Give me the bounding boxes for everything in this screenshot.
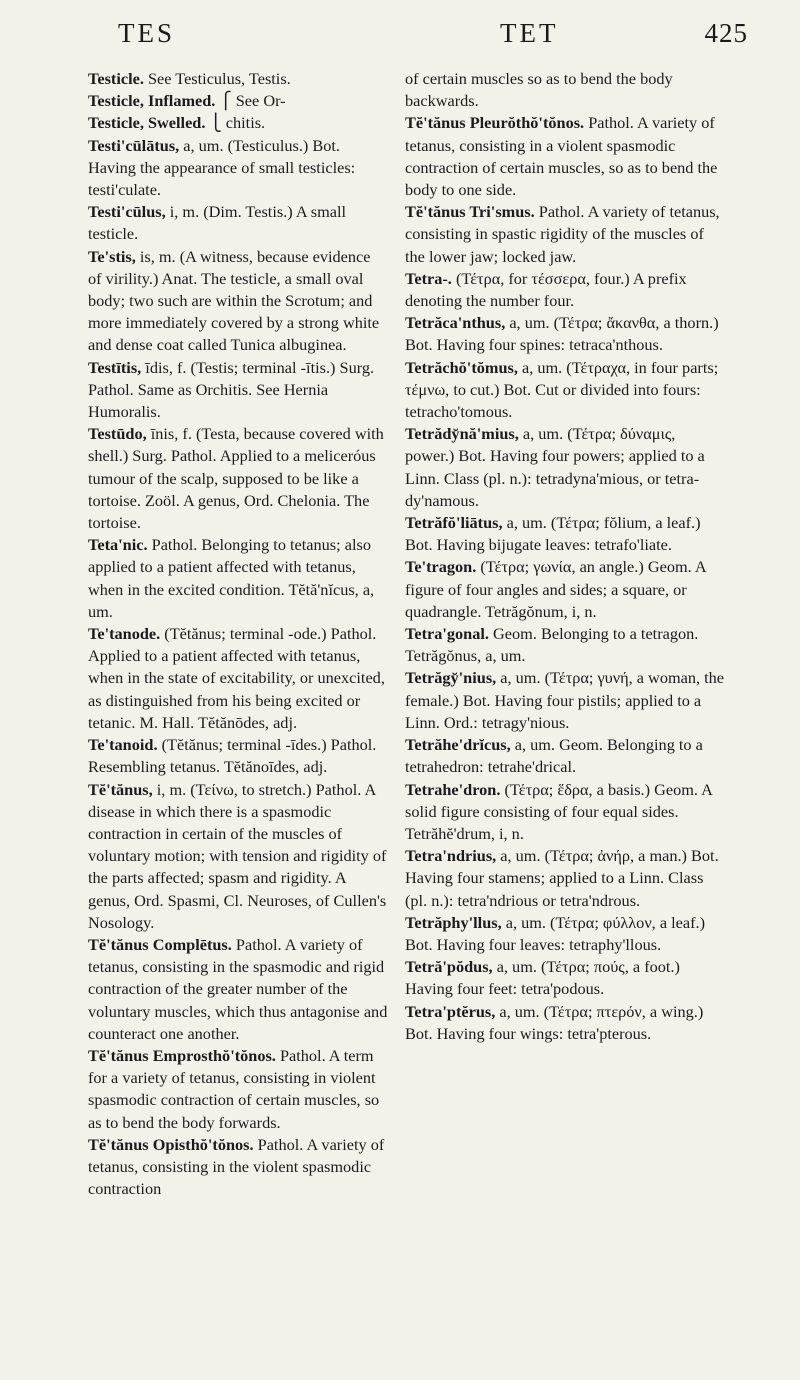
entry-definition: ⎩ chitis. <box>205 113 266 133</box>
entry-definition: See Testiculus, Testis. <box>143 69 291 88</box>
entry-headword: Te'tanode. <box>88 624 161 644</box>
entry-headword: Testicle. <box>88 69 144 88</box>
entry-definition: (Tĕtănus; terminal -īdes.) Pathol. Resembling tetanus. Tĕtănoīdes, adj. <box>88 735 377 777</box>
entry-headword: Testicle, Swelled. <box>88 113 206 133</box>
entry-definition: a, um. (Τέτρα; fŏlium, a leaf.) Bot. Having bijugate leaves: tetrafo'liate. <box>405 513 701 555</box>
entry-headword: Tetrăchŏ'tŏmus, <box>405 357 518 377</box>
dictionary-entry <box>405 1001 725 1045</box>
entry-definition: Pathol. A variety of tetanus, consisting in a violent spasmodic contraction of certain muscles, so as to bend the body to one side. <box>405 113 718 200</box>
entry-definition: Pathol. A variety of tetanus, consisting in the violent spasmodic contraction <box>88 1134 385 1199</box>
dictionary-entry <box>88 623 388 734</box>
dictionary-entry <box>88 734 388 778</box>
entry-headword: Testicle, Inflamed. <box>88 91 216 111</box>
entry-headword: Tetrăfŏ'liātus, <box>405 513 503 533</box>
right-column <box>405 68 725 1045</box>
dictionary-entry <box>405 357 725 424</box>
entry-definition: (Τέτρα; γωνία, an angle.) Geom. A figure of four angles and sides; a square, or quadrangle. Tetrăgŏnum, i, n. <box>405 557 706 621</box>
entry-definition: Pathol. A term for a variety of tetanus, consisting in violent spasmodic contraction of certain muscles, so as to bend the body forwards. <box>88 1045 380 1132</box>
entry-headword: Tetrăgy̆'nius, <box>405 668 497 688</box>
entry-definition: īdis, f. (Testis; terminal -ītis.) Surg. Pathol. Same as Orchitis. See Hernia Humoralis. <box>88 357 375 422</box>
entry-headword: Tetrahe'dron. <box>405 779 501 799</box>
entry-headword: Testītis, <box>88 357 142 377</box>
entry-definition: (Τέτρα; ἕδρα, a basis.) Geom. A solid figure consisting of four equal sides. Tetrăhĕ'drum, i, n. <box>405 779 712 843</box>
entry-headword: Tetra'ptĕrus, <box>405 1001 496 1021</box>
entry-definition: a, um. (Testiculus.) Bot. Having the appearance of small testicles: testi'culate. <box>88 135 356 200</box>
dictionary-entry <box>405 512 725 556</box>
entry-definition: a, um. Geom. Belonging to a tetrahedron: tetrahe'drical. <box>405 735 703 777</box>
dictionary-entry <box>405 68 725 112</box>
dictionary-entry <box>88 112 388 134</box>
page-number: 425 <box>704 18 748 48</box>
dictionary-entry <box>88 201 388 245</box>
dictionary-entry <box>88 246 388 357</box>
entry-headword: Tĕ'tănus Complētus. <box>88 934 232 954</box>
entry-definition: Pathol. Belonging to tetanus; also applied to a patient affected with tetanus, when in the excited condition. Tĕtă'nĭcus, a, um. <box>88 535 375 621</box>
dictionary-entry <box>88 934 388 1045</box>
entry-definition: a, um. (Τέτρα; γυνή, a woman, the female.) Bot. Having four pistils; applied to a Linn. Ord.: tetragy'nious. <box>405 668 725 732</box>
entry-definition: i, m. (Dim. Testis.) A small testicle. <box>88 202 347 244</box>
entry-definition: a, um. (Τέτραχα, in four parts; τέμνω, to cut.) Bot. Cut or divided into fours: tetracho'tomous. <box>405 357 719 422</box>
entry-definition: Pathol. A variety of tetanus, consisting in the spasmodic and rigid contraction of the greater number of the voluntary muscles, which thus antagonise and counteract one another. <box>88 934 388 1043</box>
entry-definition: Pathol. A variety of tetanus, consisting in spastic rigidity of the muscles of the lower jaw; locked jaw. <box>405 202 720 266</box>
dictionary-entry <box>405 423 725 512</box>
dictionary-entry <box>405 845 725 912</box>
entry-headword: Tetra-. <box>405 268 452 288</box>
entry-definition: īnis, f. (Testa, because covered with shell.) Surg. Pathol. Applied to a meliceróus tumour of the scalp, supposed to be like a tortoise. Zoöl. A genus, Ord. Chelonia. The tortoise. <box>88 424 384 533</box>
entry-headword: Te'tanoid. <box>88 735 158 755</box>
entry-headword: Testi'cūlātus, <box>88 135 180 155</box>
entry-definition: a, um. (Τέτρα; πούς, a foot.) Having four feet: tetra'podous. <box>405 957 680 999</box>
entry-headword: Tetra'gonal. <box>405 624 489 644</box>
dictionary-entry <box>88 779 388 934</box>
dictionary-entry <box>405 312 725 356</box>
dictionary-entry <box>88 90 388 112</box>
dictionary-entry <box>88 1045 388 1134</box>
entry-definition: of certain muscles so as to bend the body backwards. <box>405 69 673 111</box>
entry-headword: Tetrăhe'drĭcus, <box>405 735 511 755</box>
entry-definition: a, um. (Τέτρα; φύλλον, a leaf.) Bot. Having four leaves: tetraphy'llous. <box>405 912 706 954</box>
entry-headword: Testūdo, <box>88 424 147 444</box>
dictionary-entry <box>405 623 725 667</box>
dictionary-entry <box>405 556 725 623</box>
dictionary-entry <box>88 534 388 623</box>
entry-headword: Tetrădy̆nă'mius, <box>405 424 519 444</box>
dictionary-entry <box>405 201 725 268</box>
dictionary-entry <box>405 268 725 312</box>
entry-headword: Teta'nic. <box>88 535 148 555</box>
header-left-guide: TES <box>118 18 176 48</box>
dictionary-entry <box>88 423 388 534</box>
running-header <box>60 18 748 58</box>
dictionary-entry <box>405 956 725 1000</box>
entry-definition: a, um. (Τέτρα; ἀνήρ, a man.) Bot. Having four stamens; applied to a Linn. Class (pl. n.): tetra'ndrious or tetra'ndrous. <box>405 846 719 910</box>
entry-headword: Tetra'ndrius, <box>405 846 497 866</box>
entry-headword: Tetrăca'nthus, <box>405 313 506 333</box>
entry-headword: Tetră'pŏdus, <box>405 957 493 977</box>
entry-definition: a, um. (Τέτρα; ἄκανθα, a thorn.) Bot. Having four spines: tetraca'nthous. <box>405 313 719 355</box>
entry-headword: Tĕ'tănus Opisthŏ'tŏnos. <box>88 1134 254 1154</box>
dictionary-entry <box>405 734 725 778</box>
entry-definition: is, m. (A witness, because evidence of virility.) Anat. The testicle, a small oval body; two such are within the Scrotum; and more immediately covered by a strong white and dense coat called Tunica albuginea. <box>88 246 380 355</box>
entry-definition: a, um. (Τέτρα; δύναμις, power.) Bot. Having four powers; applied to a Linn. Class (pl. n.): tetradyna'mious, or tetra-dy'namous. <box>405 424 705 510</box>
header-right-guide: TET <box>500 18 559 48</box>
dictionary-entry <box>88 1134 388 1201</box>
entry-headword: Tĕ'tănus Pleurŏthŏ'tŏnos. <box>405 113 585 133</box>
dictionary-entry <box>88 135 388 202</box>
left-column <box>88 68 388 1200</box>
dictionary-entry <box>405 912 725 956</box>
entry-headword: Te'tragon. <box>405 557 477 577</box>
entry-headword: Testi'cūlus, <box>88 202 166 222</box>
entry-headword: Tĕ'tănus Emprosthŏ'tŏnos. <box>88 1045 276 1065</box>
entry-definition: (Τέτρα, for τέσσερα, four.) A prefix denoting the number four. <box>405 268 687 311</box>
dictionary-entry <box>405 112 725 201</box>
entry-headword: Tĕ'tănus, <box>88 779 153 799</box>
dictionary-entry <box>88 357 388 424</box>
entry-headword: Tĕ'tănus Tri'smus. <box>405 202 535 222</box>
entry-definition: a, um. (Τέτρα; πτερόν, a wing.) Bot. Having four wings: tetra'pterous. <box>405 1001 704 1043</box>
entry-definition: (Tĕtănus; terminal -ode.) Pathol. Applied to a patient affected with tetanus, when in the state of excitability, or unexcited, as distinguished from his being excited or tetanic. M. Hall. Tĕtănōdes, adj. <box>88 624 385 732</box>
dictionary-entry <box>88 68 388 90</box>
dictionary-entry <box>405 667 725 734</box>
entry-headword: Tetrăphy'llus, <box>405 912 502 932</box>
dictionary-entry <box>405 779 725 846</box>
entry-definition: ⎧ See Or- <box>215 91 286 111</box>
entry-headword: Te'stis, <box>88 246 136 266</box>
entry-definition: Geom. Belonging to a tetragon. Tetrăgŏnus, a, um. <box>405 624 699 666</box>
entry-definition: i, m. (Τείνω, to stretch.) Pathol. A disease in which there is a spasmodic contraction in certain of the muscles of voluntary motion; with tension and rigidity of the parts affected; spasm and rigidity. A genus, Ord. Spasmi, Cl. Neuroses, of Cullen's Nosology. <box>88 779 387 932</box>
